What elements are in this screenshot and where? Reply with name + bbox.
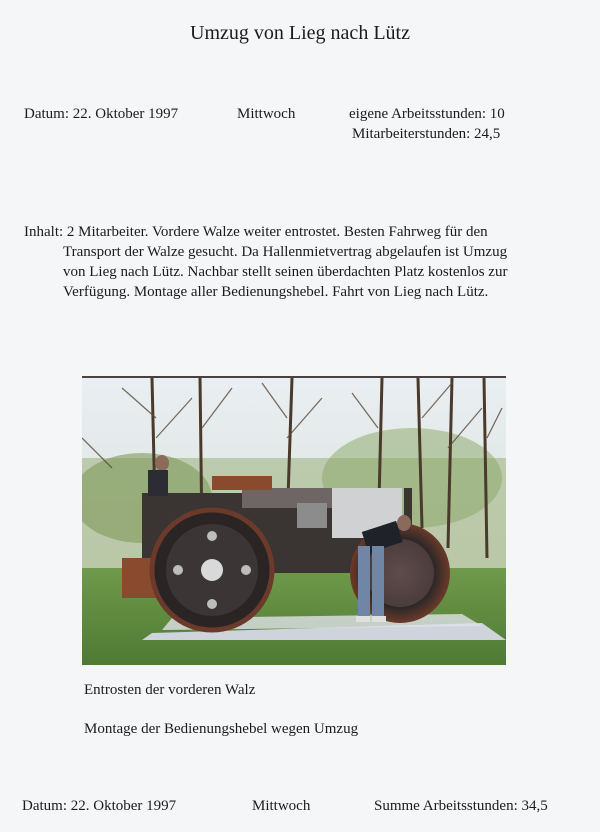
header-staff-hours: Mitarbeiterstunden: 24,5 <box>352 126 501 142</box>
photo-caption-1: Entrosten der vorderen Walz <box>84 682 256 698</box>
footer-total-hours: Summe Arbeitsstunden: 34,5 <box>374 798 548 814</box>
page-title: Umzug von Lieg nach Lütz <box>190 22 410 44</box>
footer-weekday: Mittwoch <box>252 798 311 814</box>
header-date: Datum: 22. Oktober 1997 <box>24 106 179 122</box>
road-roller-photo <box>82 376 506 665</box>
road-roller-illustration <box>82 378 506 665</box>
content-line: Inhalt: 2 Mitarbeiter. Vordere Walze weiter entrostet. Besten Fahrweg für den <box>24 224 488 240</box>
content-line: Verfügung. Montage aller Bedienungshebel. Fahrt von Lieg nach Lütz. <box>63 284 489 300</box>
content-paragraph <box>24 222 584 302</box>
header-own-hours: eigene Arbeitsstunden: 10 <box>349 106 505 122</box>
content-line: Transport der Walze gesucht. Da Hallenmietvertrag abgelaufen ist Umzug <box>63 244 508 260</box>
footer-date: Datum: 22. Oktober 1997 <box>22 798 177 814</box>
content-line: von Lieg nach Lütz. Nachbar stellt seinen überdachten Platz kostenlos zur <box>63 264 508 280</box>
header-weekday: Mittwoch <box>237 106 296 122</box>
photo-caption-2: Montage der Bedienungshebel wegen Umzug <box>84 721 359 737</box>
